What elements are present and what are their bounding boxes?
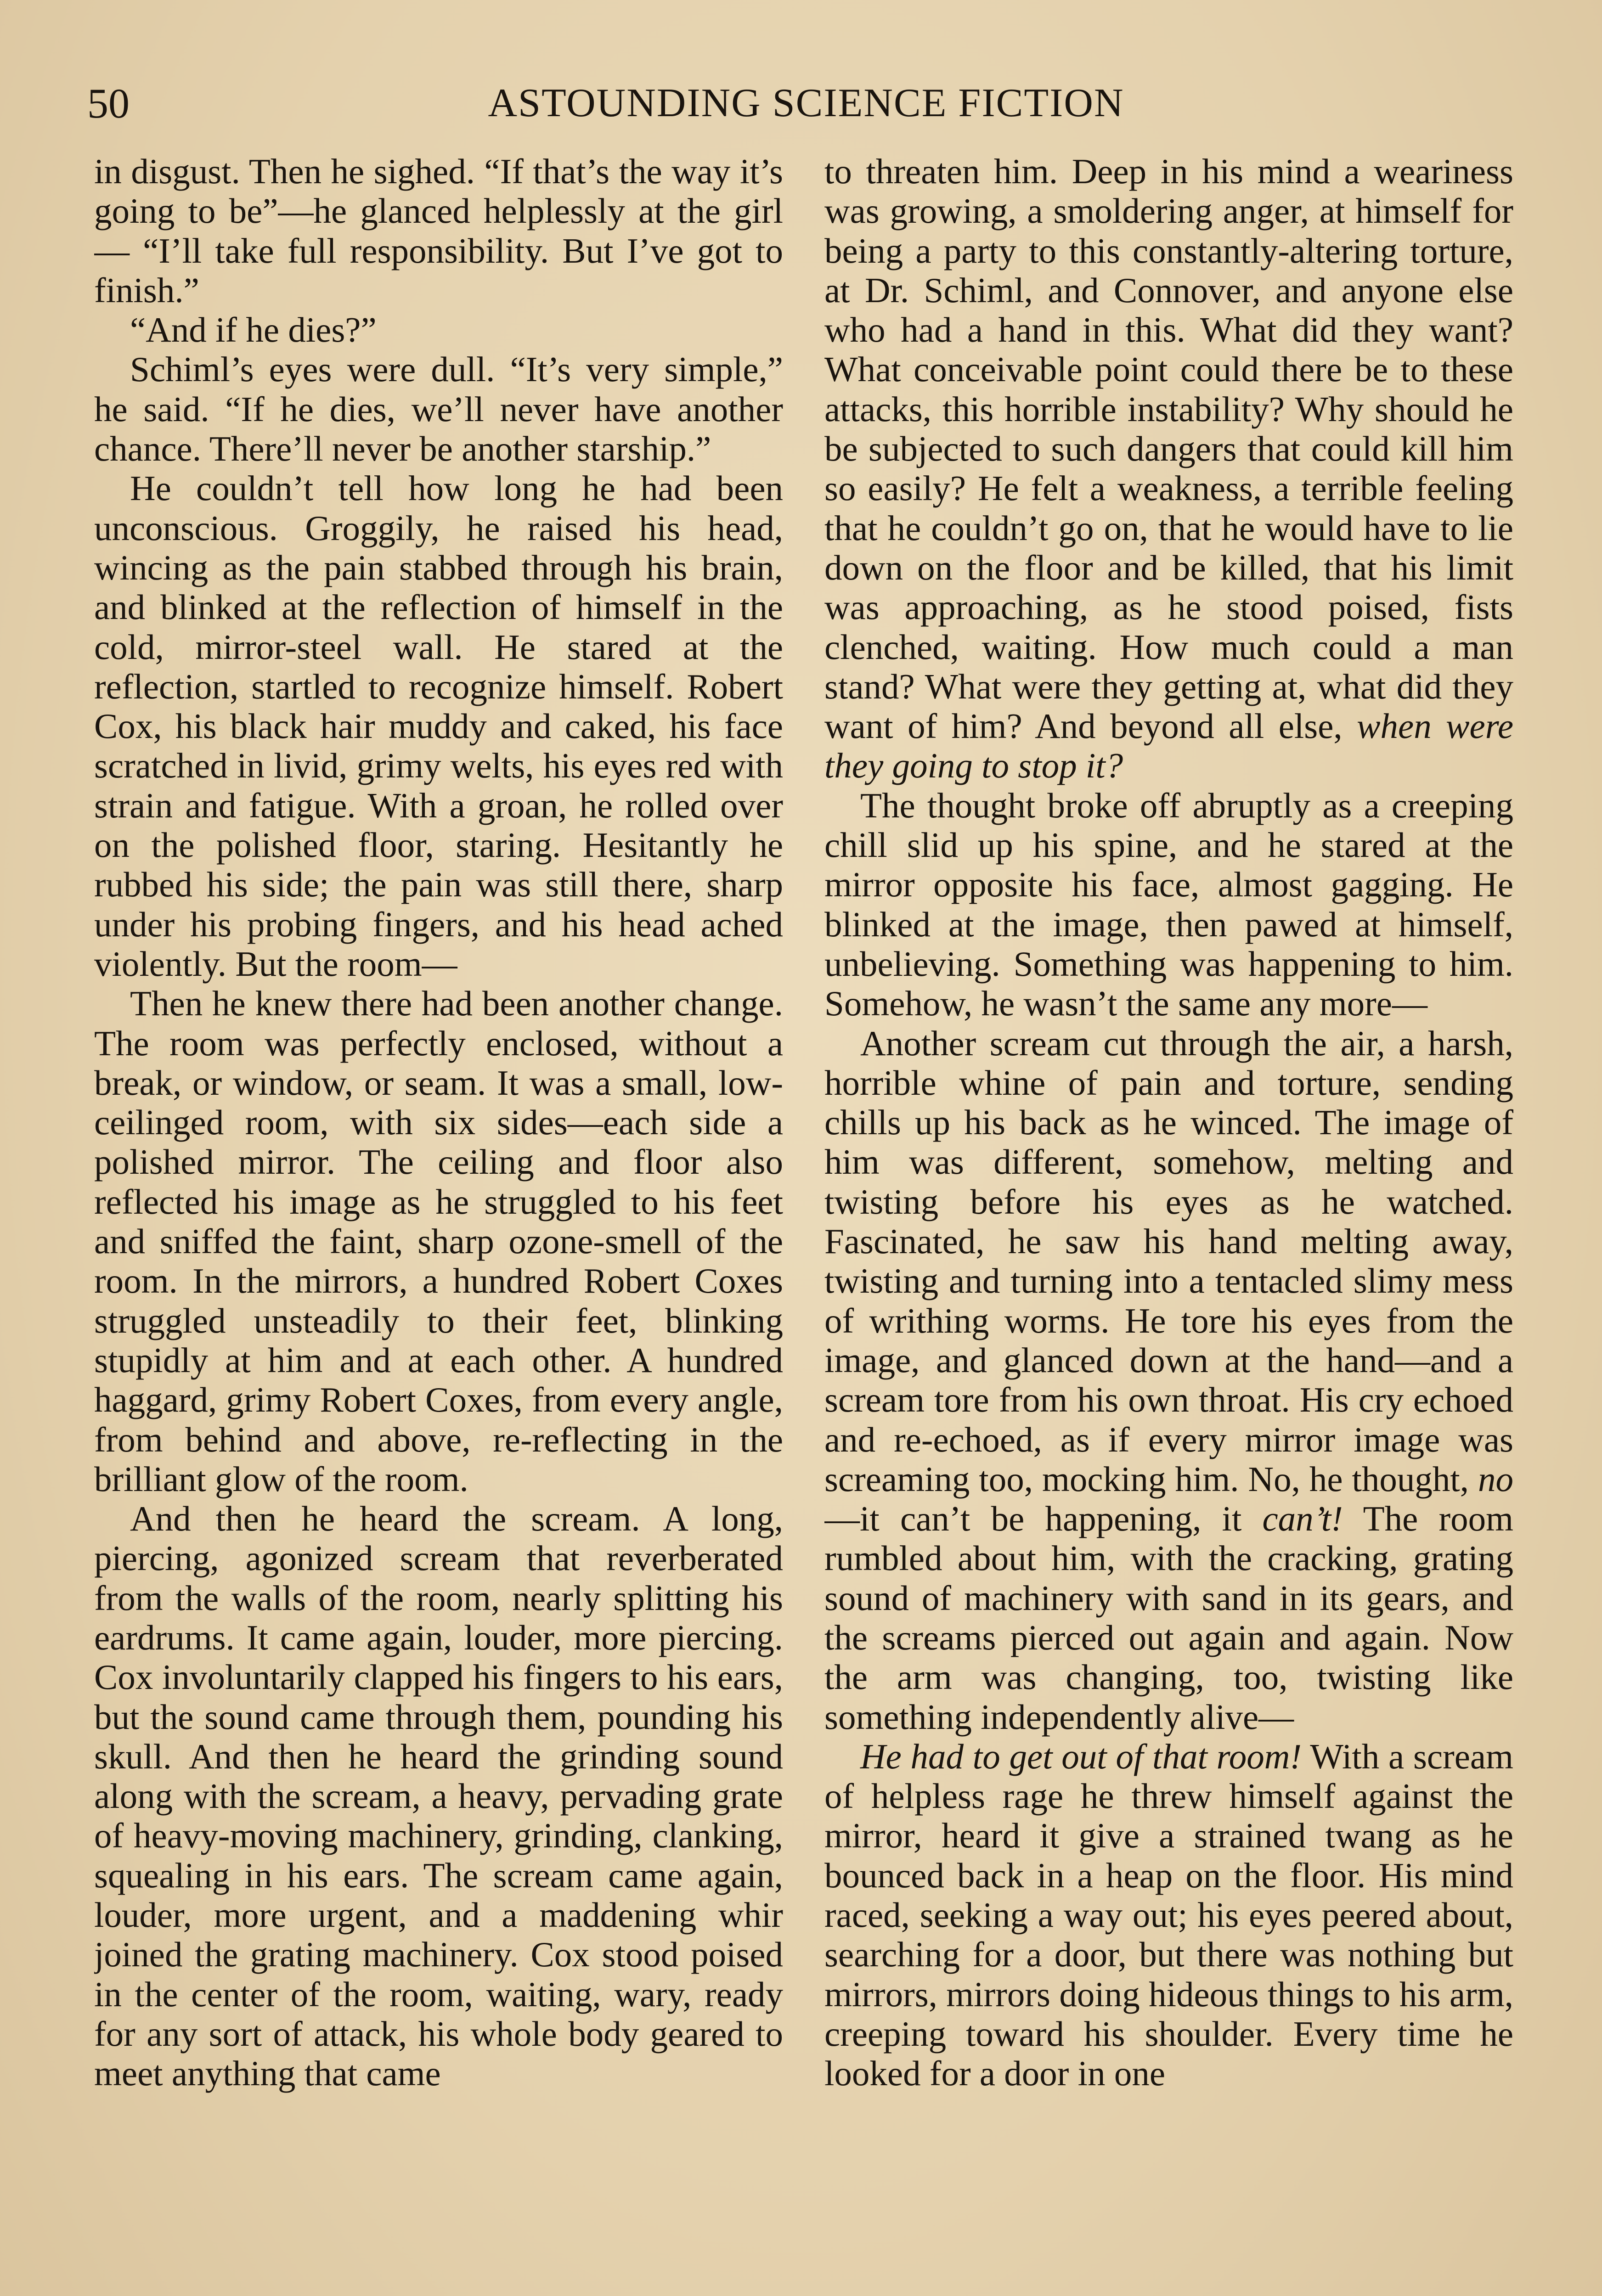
paragraph-text: Another scream cut through the air, a harsh, horrible whine of pain and torture, sending chills up his back as he winced. The image of him was different, somehow, melting and twisting before his eyes as he watched. Fascinated, he saw his hand melting away, twisting and turning into a tentacled slimy mess of writhing worms. He tore his eyes from the image, and glanced down at the hand—and a scream tore from his own throat. His cry echoed and re-echoed, as if every mirror image was screaming too, mocking him. No, he thought, <box>824 1023 1513 1499</box>
paragraph: He couldn’t tell how long he had been unconscious. Groggily, he raised his head, wincing as the pain stabbed through his brain, and blinked at the reflection of himself in the cold, mirror-steel wall. He stared at the reflection, startled to recognize himself. Robert Cox, his black hair muddy and caked, his face scratched in livid, grimy welts, his eyes red with strain and fatigue. With a groan, he rolled over on the polished floor, staring. Hesitantly he rubbed his side; the pain was still there, sharp under his probing fingers, and his head ached violently. But the room— <box>94 468 783 984</box>
paragraph-text: The room rumbled about him, with the cracking, grating sound of machinery with sand in its gears, and the screams pierced out again and again. Now the arm was changing, too, twisting like something independently alive— <box>824 1499 1513 1737</box>
left-column <box>94 152 783 2296</box>
italic-text: no <box>1478 1459 1513 1499</box>
paragraph-text: to threaten him. Deep in his mind a weariness was growing, a smoldering anger, at himself for being a party to this constantly-altering torture, at Dr. Schiml, and Connover, and anyone else who had a hand in this. What did they want? What conceivable point could there be to these attacks, this horrible instability? Why should he be subjected to such dangers that could kill him so easily? He felt a weakness, a terrible feeling that he couldn’t go on, that he would have to lie down on the floor and be killed, that his limit was approaching, as he stood poised, fists clenched, waiting. How much could a man stand? What were they getting at, what did they want of him? And beyond all else, <box>824 152 1513 746</box>
paragraph <box>824 1737 1513 2093</box>
paragraph-text: With a scream of helpless rage he threw himself against the mirror, heard it give a strained twang as he bounced back in a heap on the floor. His mind raced, seeking a way out; his eyes peered about, searching for a door, but there was nothing but mirrors, mirrors doing hideous things to his arm, creeping toward his shoulder. Every time he looked for a door in one <box>824 1736 1513 2093</box>
paragraph <box>824 152 1513 786</box>
paragraph: Then he knew there had been another change. The room was perfectly enclosed, without a break, or window, or seam. It was a small, low-ceilinged room, with six sides—each side a polished mirror. The ceiling and floor also reflected his image as he struggled to his feet and sniffed the faint, sharp ozone-smell of the room. In the mirrors, a hundred Robert Coxes struggled unsteadily to their feet, blinking stupidly at him and at each other. A hundred haggard, grimy Robert Coxes, from every angle, from behind and above, re-reflecting in the brilliant glow of the room. <box>94 984 783 1499</box>
italic-text: can’t! <box>1262 1499 1343 1539</box>
paragraph <box>824 1024 1513 1737</box>
paragraph: And then he heard the scream. A long, piercing, agonized scream that reverberated from the walls of the room, nearly splitting his eardrums. It came again, louder, more piercing. Cox involuntarily clapped his fingers to his ears, but the sound came through them, pounding his skull. And then he heard the grinding sound along with the scream, a heavy, pervading grate of heavy-moving machinery, grinding, clanking, squealing in his ears. The scream came again, louder, more urgent, and a maddening whir joined the grating machinery. Cox stood poised in the center of the room, waiting, wary, ready for any sort of attack, his whole body geared to meet anything that came <box>94 1499 783 2093</box>
italic-text: He had to get out of that room! <box>860 1736 1302 1776</box>
running-title: ASTOUNDING SCIENCE FICTION <box>488 81 1124 125</box>
paragraph: in disgust. Then he sighed. “If that’s the way it’s going to be”—he glanced helplessly at the girl— “I’ll take full responsibility. But I’ve got to finish.” <box>94 152 783 310</box>
paragraph: “And if he dies?” <box>130 310 377 350</box>
paragraph-text: —it can’t be happening, it <box>824 1499 1263 1539</box>
page-number: 50 <box>87 80 130 127</box>
paragraph: The thought broke off abruptly as a creeping chill slid up his spine, and he stared at the mirror opposite his face, almost gagging. He blinked at the image, then pawed at himself, unbelieving. Something was happening to him. Somehow, he wasn’t the same any more— <box>824 785 1513 1024</box>
page-header <box>87 73 1525 133</box>
italic-text: when were they going to stop it? <box>824 706 1513 786</box>
right-column <box>824 152 1513 2296</box>
paragraph: Schiml’s eyes were dull. “It’s very simple,” he said. “If he dies, we’ll never have another chance. There’ll never be another starship.” <box>94 349 783 469</box>
